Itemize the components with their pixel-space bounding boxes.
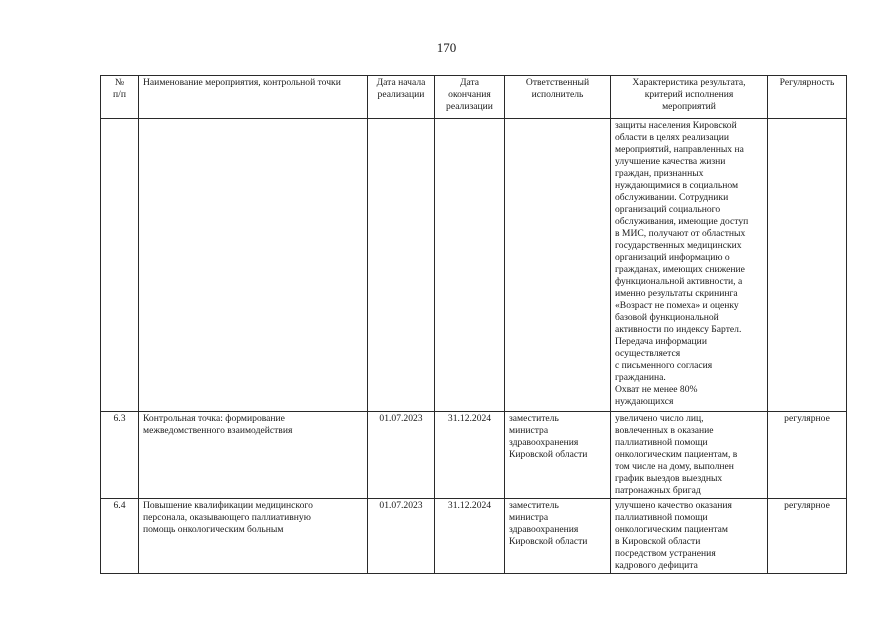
result-line: обслуживания, имеющие доступ (615, 216, 749, 227)
result-line: том числе на дому, выполнен (615, 461, 734, 472)
responsible-line: здравоохранения (509, 524, 579, 535)
result-line: посредством устранения (615, 548, 716, 559)
cell-start: 01.07.2023 (368, 412, 435, 499)
result-line: Охват не менее 80% (615, 384, 698, 395)
cell-num: 6.4 (101, 499, 139, 574)
cell-responsible (505, 119, 611, 412)
cell-result (611, 499, 768, 574)
cell-start (368, 119, 435, 412)
cell-end (435, 119, 505, 412)
cell-num (101, 119, 139, 412)
header-start-line: реализации (377, 89, 425, 100)
result-line: улучшение качества жизни (615, 156, 726, 167)
header-responsible (505, 76, 611, 119)
header-responsible-line: Ответственный (525, 77, 590, 88)
header-num (101, 76, 139, 119)
result-line: именно результаты скрининга (615, 288, 738, 299)
cell-name (139, 119, 368, 412)
result-line: защиты населения Кировской (615, 120, 737, 131)
result-line: патронажных бригад (615, 485, 701, 496)
result-line: активности по индексу Бартел. (615, 324, 742, 335)
result-line: с письменного согласия (615, 360, 713, 371)
cell-num: 6.3 (101, 412, 139, 499)
table-row-6-4 (101, 499, 847, 574)
result-line: увеличено число лиц, (615, 413, 704, 424)
name-line: помощь онкологическим больным (143, 524, 284, 535)
name-line: межведомственного взаимодействия (143, 425, 293, 436)
result-line: нуждающихся (615, 396, 674, 407)
table-header-row (101, 76, 847, 119)
result-line: организаций информацию о (615, 252, 730, 263)
cell-result (611, 119, 768, 412)
header-num-line: п/п (113, 89, 126, 100)
header-start-date (368, 76, 435, 119)
cell-end: 31.12.2024 (435, 412, 505, 499)
result-line: график выездов выездных (615, 473, 723, 484)
header-start-line: Дата начала (376, 77, 426, 88)
result-line: обслуживании. Сотрудники (615, 192, 729, 203)
responsible-line: заместитель (509, 413, 559, 424)
responsible-line: министра (509, 512, 549, 523)
result-line: кадрового дефицита (615, 560, 698, 571)
result-line: нуждающимися в социальном (615, 180, 739, 191)
result-line: «Возраст не помеха» и оценку (615, 300, 739, 311)
header-result-line: мероприятий (662, 101, 716, 112)
header-result (611, 76, 768, 119)
header-end-line: реализации (446, 101, 493, 112)
cell-responsible (505, 499, 611, 574)
table-row-6-3 (101, 412, 847, 499)
header-responsible-line: исполнитель (531, 89, 584, 100)
result-line: функциональной активности, а (615, 276, 743, 287)
result-line: организаций социального (615, 204, 721, 215)
result-line: области в целях реализации (615, 132, 730, 143)
result-line: государственных медицинских (615, 240, 742, 251)
result-line: гражданина. (615, 372, 666, 383)
header-result-line: Характеристика результата, (632, 77, 746, 88)
cell-regularity: регулярное (768, 499, 847, 574)
result-line: вовлеченных в оказание (615, 425, 714, 436)
header-regularity: Регулярность (768, 76, 847, 119)
header-end-line: Дата (459, 77, 480, 88)
result-line: паллиативной помощи (615, 512, 708, 523)
page-number: 170 (436, 40, 457, 55)
header-end-date (435, 76, 505, 119)
header-result-line: критерий исполнения (644, 89, 734, 100)
header-num-line: № (114, 77, 125, 88)
cell-name (139, 499, 368, 574)
cell-responsible (505, 412, 611, 499)
result-line: осуществляется (615, 348, 681, 359)
result-line: улучшено качество оказания (615, 500, 732, 511)
result-line: в Кировской области (615, 536, 701, 547)
cell-regularity: регулярное (768, 412, 847, 499)
plan-table (100, 75, 847, 574)
header-name: Наименование мероприятия, контрольной точки (139, 76, 368, 119)
responsible-line: заместитель (509, 500, 559, 511)
cell-regularity (768, 119, 847, 412)
result-line: паллиативной помощи (615, 437, 708, 448)
result-line: граждан, признанных (615, 168, 704, 179)
responsible-line: министра (509, 425, 549, 436)
header-end-line: окончания (448, 89, 491, 100)
result-line: базовой функциональной (615, 312, 719, 323)
cell-name (139, 412, 368, 499)
result-line: Передача информации (615, 336, 707, 347)
name-line: Контрольная точка: формирование (143, 413, 285, 424)
result-line: мероприятий, направленных на (615, 144, 744, 155)
name-line: персонала, оказывающего паллиативную (143, 512, 311, 523)
result-line: онкологическим пациентам, в (615, 449, 738, 460)
result-line: в МИС, получают от областных (615, 228, 746, 239)
result-line: онкологическим пациентам (615, 524, 728, 535)
responsible-line: здравоохранения (509, 437, 579, 448)
name-line: Повышение квалификации медицинского (143, 500, 313, 511)
cell-start: 01.07.2023 (368, 499, 435, 574)
cell-result (611, 412, 768, 499)
table-row-continuation (101, 119, 847, 412)
cell-end: 31.12.2024 (435, 499, 505, 574)
responsible-line: Кировской области (509, 536, 588, 547)
result-line: гражданах, имеющих снижение (615, 264, 745, 275)
responsible-line: Кировской области (509, 449, 588, 460)
